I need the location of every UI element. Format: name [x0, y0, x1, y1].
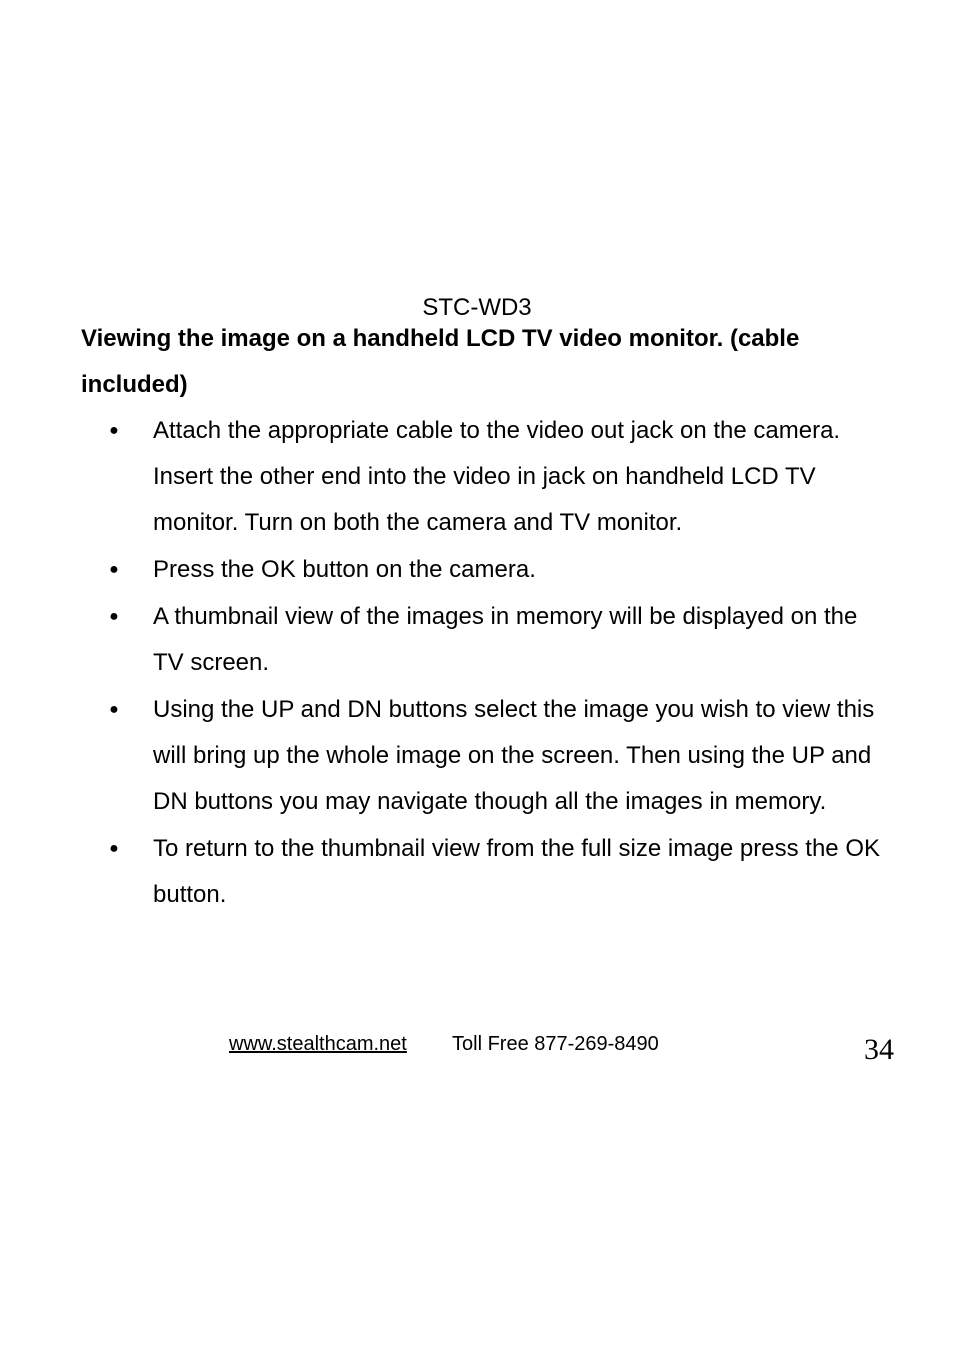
website-link[interactable]: www.stealthcam.net [229, 1033, 407, 1055]
section-heading: Viewing the image on a handheld LCD TV video monitor. (cable included) [81, 325, 800, 398]
bullet-icon: ● [109, 422, 119, 439]
bullet-icon: ● [109, 608, 119, 625]
list-item-text: A thumbnail view of the images in memory will be displayed on the TV screen. [153, 603, 858, 676]
list-item [0, 547, 893, 593]
list-item-text: Press the OK button on the camera. [153, 556, 536, 583]
model-label: STC-WD3 [422, 294, 532, 321]
page-footer [0, 1028, 954, 1068]
list-item [0, 826, 893, 918]
instruction-list [0, 408, 954, 919]
bullet-icon: ● [109, 701, 119, 718]
list-item [0, 687, 893, 825]
list-item-text: Using the UP and DN buttons select the image you wish to view this will bring up the whole image on the screen. Then using the UP and DN buttons you may navigate though all the images in memory. [153, 696, 875, 815]
list-item [0, 408, 893, 546]
bullet-icon: ● [109, 840, 119, 857]
list-item-text: To return to the thumbnail view from the full size image press the OK button. [153, 835, 880, 908]
list-item-text: Attach the appropriate cable to the video out jack on the camera. Insert the other end into the video in jack on handheld LCD TV monitor. Turn on both the camera and TV monitor. [153, 417, 841, 536]
list-item [0, 594, 893, 686]
page-number: 34 [864, 1033, 894, 1066]
toll-free-number: Toll Free 877-269-8490 [452, 1033, 659, 1055]
bullet-icon: ● [109, 561, 119, 578]
